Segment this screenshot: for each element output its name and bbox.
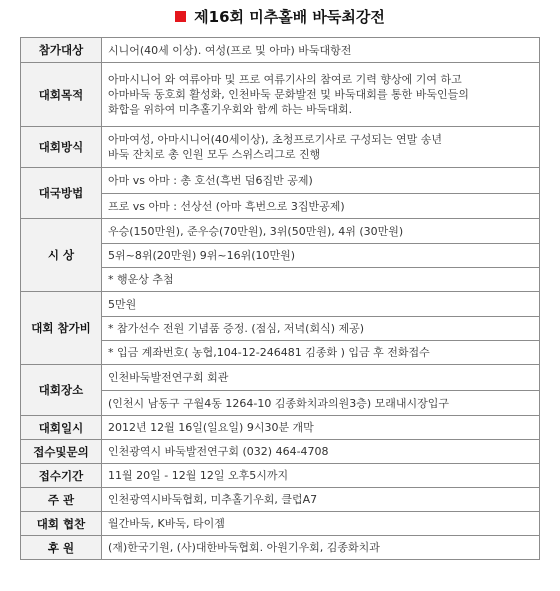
label-entry-fee: 대회 참가비 [21, 292, 102, 365]
row-prizes [21, 219, 540, 292]
title-bar [0, 0, 560, 32]
text-line: 인천광역시바둑협회, 미추홀기우회, 클럽A7 [108, 493, 318, 506]
value-organizer [102, 488, 540, 512]
row-date [21, 416, 540, 440]
row-purpose [21, 63, 540, 127]
text-line: 2012년 12월 16일(일요일) 9시30분 개막 [108, 421, 314, 434]
text-line: 바둑 잔치로 총 인원 모두 스위스리그로 진행 [108, 148, 321, 161]
text-line: 아마바둑 동호회 활성화, 인천바둑 문화발전 및 바둑대회를 통한 바둑인들의 [108, 88, 469, 101]
label-organizer: 주 관 [21, 488, 102, 512]
row-contact [21, 440, 540, 464]
value-game-rules [102, 168, 540, 219]
sub-line: 5위~8위(20만원) 9위~16위(10만원) [102, 243, 539, 267]
sub-line: * 입금 계좌번호( 농협,104-12-246481 김종화 ) 입금 후 전화접수 [102, 340, 539, 364]
value-sponsor [102, 512, 540, 536]
value-supporter [102, 536, 540, 560]
sub-line: 아마 vs 아마 : 총 호선(흑번 덤6집반 공제) [108, 174, 313, 187]
label-registration-period: 접수기간 [21, 464, 102, 488]
value-contact [102, 440, 540, 464]
label-supporter: 후 원 [21, 536, 102, 560]
row-organizer [21, 488, 540, 512]
row-format [21, 127, 540, 168]
value-registration-period [102, 464, 540, 488]
sub-line: 우승(150만원), 준우승(70만원), 3위(50만원), 4위 (30만원) [108, 224, 404, 238]
value-entry-fee [102, 292, 540, 365]
label-game-rules: 대국방법 [21, 168, 102, 219]
row-supporter [21, 536, 540, 560]
label-purpose: 대회목적 [21, 63, 102, 127]
sub-line: * 행운상 추첨 [102, 267, 539, 291]
label-prizes: 시 상 [21, 219, 102, 292]
label-contact: 접수및문의 [21, 440, 102, 464]
sub-line: 프로 vs 아마 : 선상선 (아마 흑번으로 3집반공제) [102, 193, 539, 218]
label-date: 대회일시 [21, 416, 102, 440]
row-venue [21, 365, 540, 416]
row-game-rules [21, 168, 540, 219]
label-sponsor: 대회 협찬 [21, 512, 102, 536]
sub-line: * 참가선수 전원 기념품 증정. (점심, 저녁(회식) 제공) [102, 316, 539, 340]
row-registration-period [21, 464, 540, 488]
text-line: 화합을 위하여 미추홀기우회와 함께 하는 바둑대회. [108, 103, 353, 116]
text-line: 시니어(40세 이상). 여성(프로 및 아마) 바둑대항전 [108, 43, 352, 57]
sub-line: (인천시 남동구 구월4동 1264-10 김종화치과의원3층) 모래내시장입구 [102, 390, 539, 415]
value-purpose [102, 63, 540, 127]
text-line: 월간바둑, K바둑, 타이젬 [108, 517, 225, 530]
page-title: 제16회 미추홀배 바둑최강전 [194, 7, 385, 26]
label-participants: 참가대상 [21, 38, 102, 63]
value-venue [102, 365, 540, 416]
row-participants [21, 38, 540, 63]
row-entry-fee [21, 292, 540, 365]
label-format: 대회방식 [21, 127, 102, 168]
text-line: 아마시니어 와 여류아마 및 프로 여류기사의 참여로 기력 향상에 기여 하고 [108, 73, 462, 86]
red-square-icon [175, 11, 186, 22]
text-line: 11월 20일 - 12월 12일 오후5시까지 [108, 469, 289, 482]
sub-line: 인천바둑발전연구회 회관 [108, 371, 229, 384]
text-line: (재)한국기원, (사)대한바둑협회. 아원기우회, 김종화치과 [108, 541, 380, 554]
sub-line: 5만원 [108, 297, 137, 311]
row-sponsor [21, 512, 540, 536]
event-info-table [20, 37, 540, 560]
value-participants [102, 38, 540, 63]
text-line: 인천광역시 바둑발전연구회 (032) 464-4708 [108, 445, 329, 458]
text-line: 아마여성, 아마시니어(40세이상), 초청프로기사로 구성되는 연말 송년 [108, 133, 442, 146]
value-format [102, 127, 540, 168]
label-venue: 대회장소 [21, 365, 102, 416]
value-date [102, 416, 540, 440]
value-prizes [102, 219, 540, 292]
